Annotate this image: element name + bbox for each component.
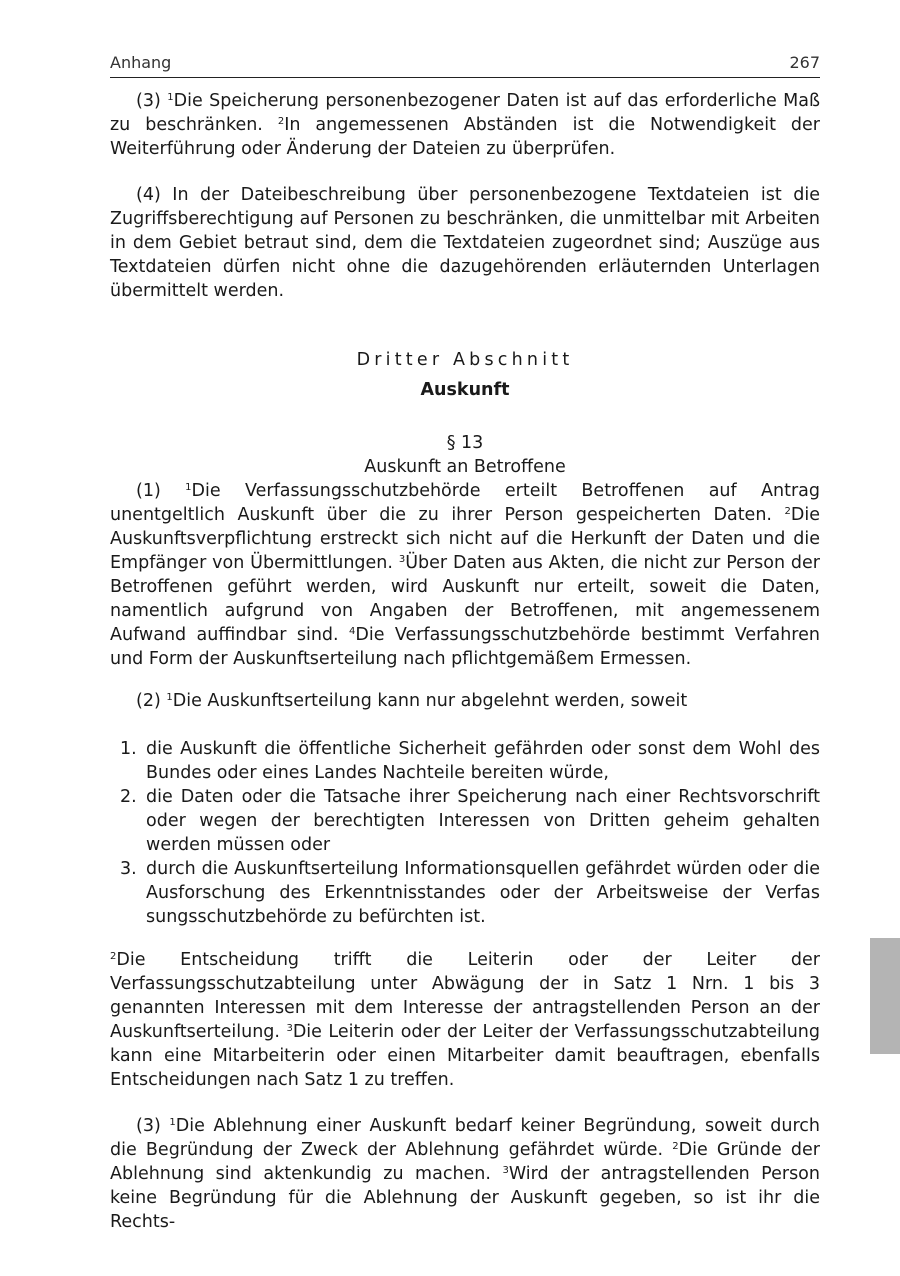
sentence-marker: 2: [672, 1141, 679, 1152]
list-item: [110, 785, 820, 857]
article-paragraph-2-continuation: [110, 948, 820, 1092]
list-item: [110, 737, 820, 785]
list-item-text: die Auskunft die öffentliche Sicherheit gefährden oder sonst dem Wohl des Bundes oder eines Landes Nachteile bereiten würde,: [146, 739, 820, 783]
article-title: Auskunft an Betroffene: [364, 457, 566, 477]
sentence-marker: 3: [398, 554, 406, 565]
sentence: Wird der antragstellenden Person keine Begründung für die Ablehnung der Auskunft gegeben, so ist ihr die Rechts-: [110, 1164, 820, 1232]
sentence-marker: 3: [502, 1165, 509, 1176]
sentence: Die Auskunftserteilung kann nur abgelehnt werden, soweit: [172, 691, 688, 711]
section-label: Dritter Abschnitt: [356, 350, 574, 370]
sentence-marker: 2: [277, 116, 285, 127]
sentence: Die Verfassungsschutzbehörde bestimmt Verfahren und Form der Auskunftserteilung nach pflichtgemäßem Ermessen.: [110, 625, 820, 669]
list-item-number: 2.: [120, 787, 137, 807]
sentence-marker: 3: [286, 1023, 293, 1034]
paragraph-3-top: [110, 89, 820, 161]
list-item-number: 3.: [120, 859, 137, 879]
list-item-text: die Daten oder die Tatsache ihrer Speicherung nach einer Rechtsvorschrift oder wegen der berechtigten Interessen von Dritten geheim gehalten werden müssen oder: [146, 787, 820, 855]
sentence-marker: 2: [784, 506, 791, 517]
sentence: Die Gründe der Ablehnung sind aktenkundig zu machen.: [110, 1140, 820, 1184]
section-title: Auskunft: [420, 380, 510, 400]
paragraph-number: (1): [136, 481, 161, 501]
sentence: Die Auskunftsverpflichtung erstreckt sich nicht auf die Herkunft der Daten und die Empfänger von Übermittlungen.: [110, 505, 820, 573]
sentence-marker: 1: [185, 482, 192, 493]
sentence: Die Entscheidung trifft die Leiterin oder der Leiter der Verfassungsschutzabteilung unter Abwägung der in Satz 1 Nrn. 1 bis 3 genannten Interessen mit dem Interesse der antragstellenden Person an der Auskunftserteilung.: [110, 950, 820, 1042]
sentence: Die Ablehnung einer Auskunft bedarf keiner Begründung, soweit durch die Begründung der Zweck der Ablehnung gefährdet würde.: [110, 1116, 820, 1160]
sentence-marker: 1: [167, 92, 174, 103]
paragraph-number: (3): [136, 1116, 161, 1136]
paragraph-number: (2): [136, 691, 161, 711]
article-paragraph-2-intro: [110, 689, 820, 713]
sentence-marker: 1: [166, 692, 173, 703]
list-item: [110, 857, 820, 929]
sentence: Über Daten aus Akten, die nicht zur Person der Betroffenen geführt werden, wird Auskunft nur erteilt, soweit die Daten, namentlich aufgrund von Angaben der Betroffenen, mit angemessenem Aufwand auffindbar sind.: [110, 553, 820, 645]
header-section: Anhang: [110, 53, 172, 72]
list-item-text: durch die Auskunftserteilung Informationsquellen gefährdet würden oder die Ausforschung des Erkenntnisstandes oder der Arbeitsweise der Verfas sungsschutzbehörde zu befürchten ist.: [146, 859, 820, 927]
article-paragraph-3: [110, 1114, 820, 1234]
sentence-marker: 2: [110, 951, 117, 962]
sentence-marker: 1: [169, 1117, 176, 1128]
article-number: § 13: [446, 433, 484, 453]
exception-list: [110, 737, 820, 929]
page-number: 267: [789, 53, 820, 72]
sentence-marker: 4: [348, 626, 356, 637]
paragraph-4-top: (4) In der Dateibeschreibung über personenbezogene Textdateien ist die Zugriffsberechtigung auf Personen zu beschränken, die unmittelbar mit Arbeiten in dem Gebiet betraut sind, dem die Textdateien zugeordnet sind; Auszüge aus Textdateien dürfen nicht ohne die dazugehörenden erläuternden Unterlagen übermittelt werden.: [110, 185, 820, 301]
paragraph-number: (3): [136, 91, 161, 111]
thumb-index-tab: [870, 938, 900, 1054]
sentence: Die Leiterin oder der Leiter der Verfassungsschutzabteilung kann eine Mitarbeiterin oder einen Mitarbeiter damit beauftragen, ebenfalls Entscheidungen nach Satz 1 zu treffen.: [110, 1022, 820, 1090]
list-item-number: 1.: [120, 739, 137, 759]
sentence: Die Speicherung personenbezogener Daten ist auf das erforderliche Maß zu beschränken.: [110, 91, 820, 135]
sentence: Die Verfassungsschutzbehörde erteilt Betroffenen auf Antrag unentgeltlich Auskunft über die zu ihrer Person gespeicherten Daten.: [110, 481, 820, 525]
article-paragraph-1: [110, 479, 820, 671]
sentence: In angemessenen Abständen ist die Notwendigkeit der Weiterführung oder Änderung der Dateien zu überprüfen.: [110, 115, 820, 159]
running-header: [110, 53, 820, 78]
